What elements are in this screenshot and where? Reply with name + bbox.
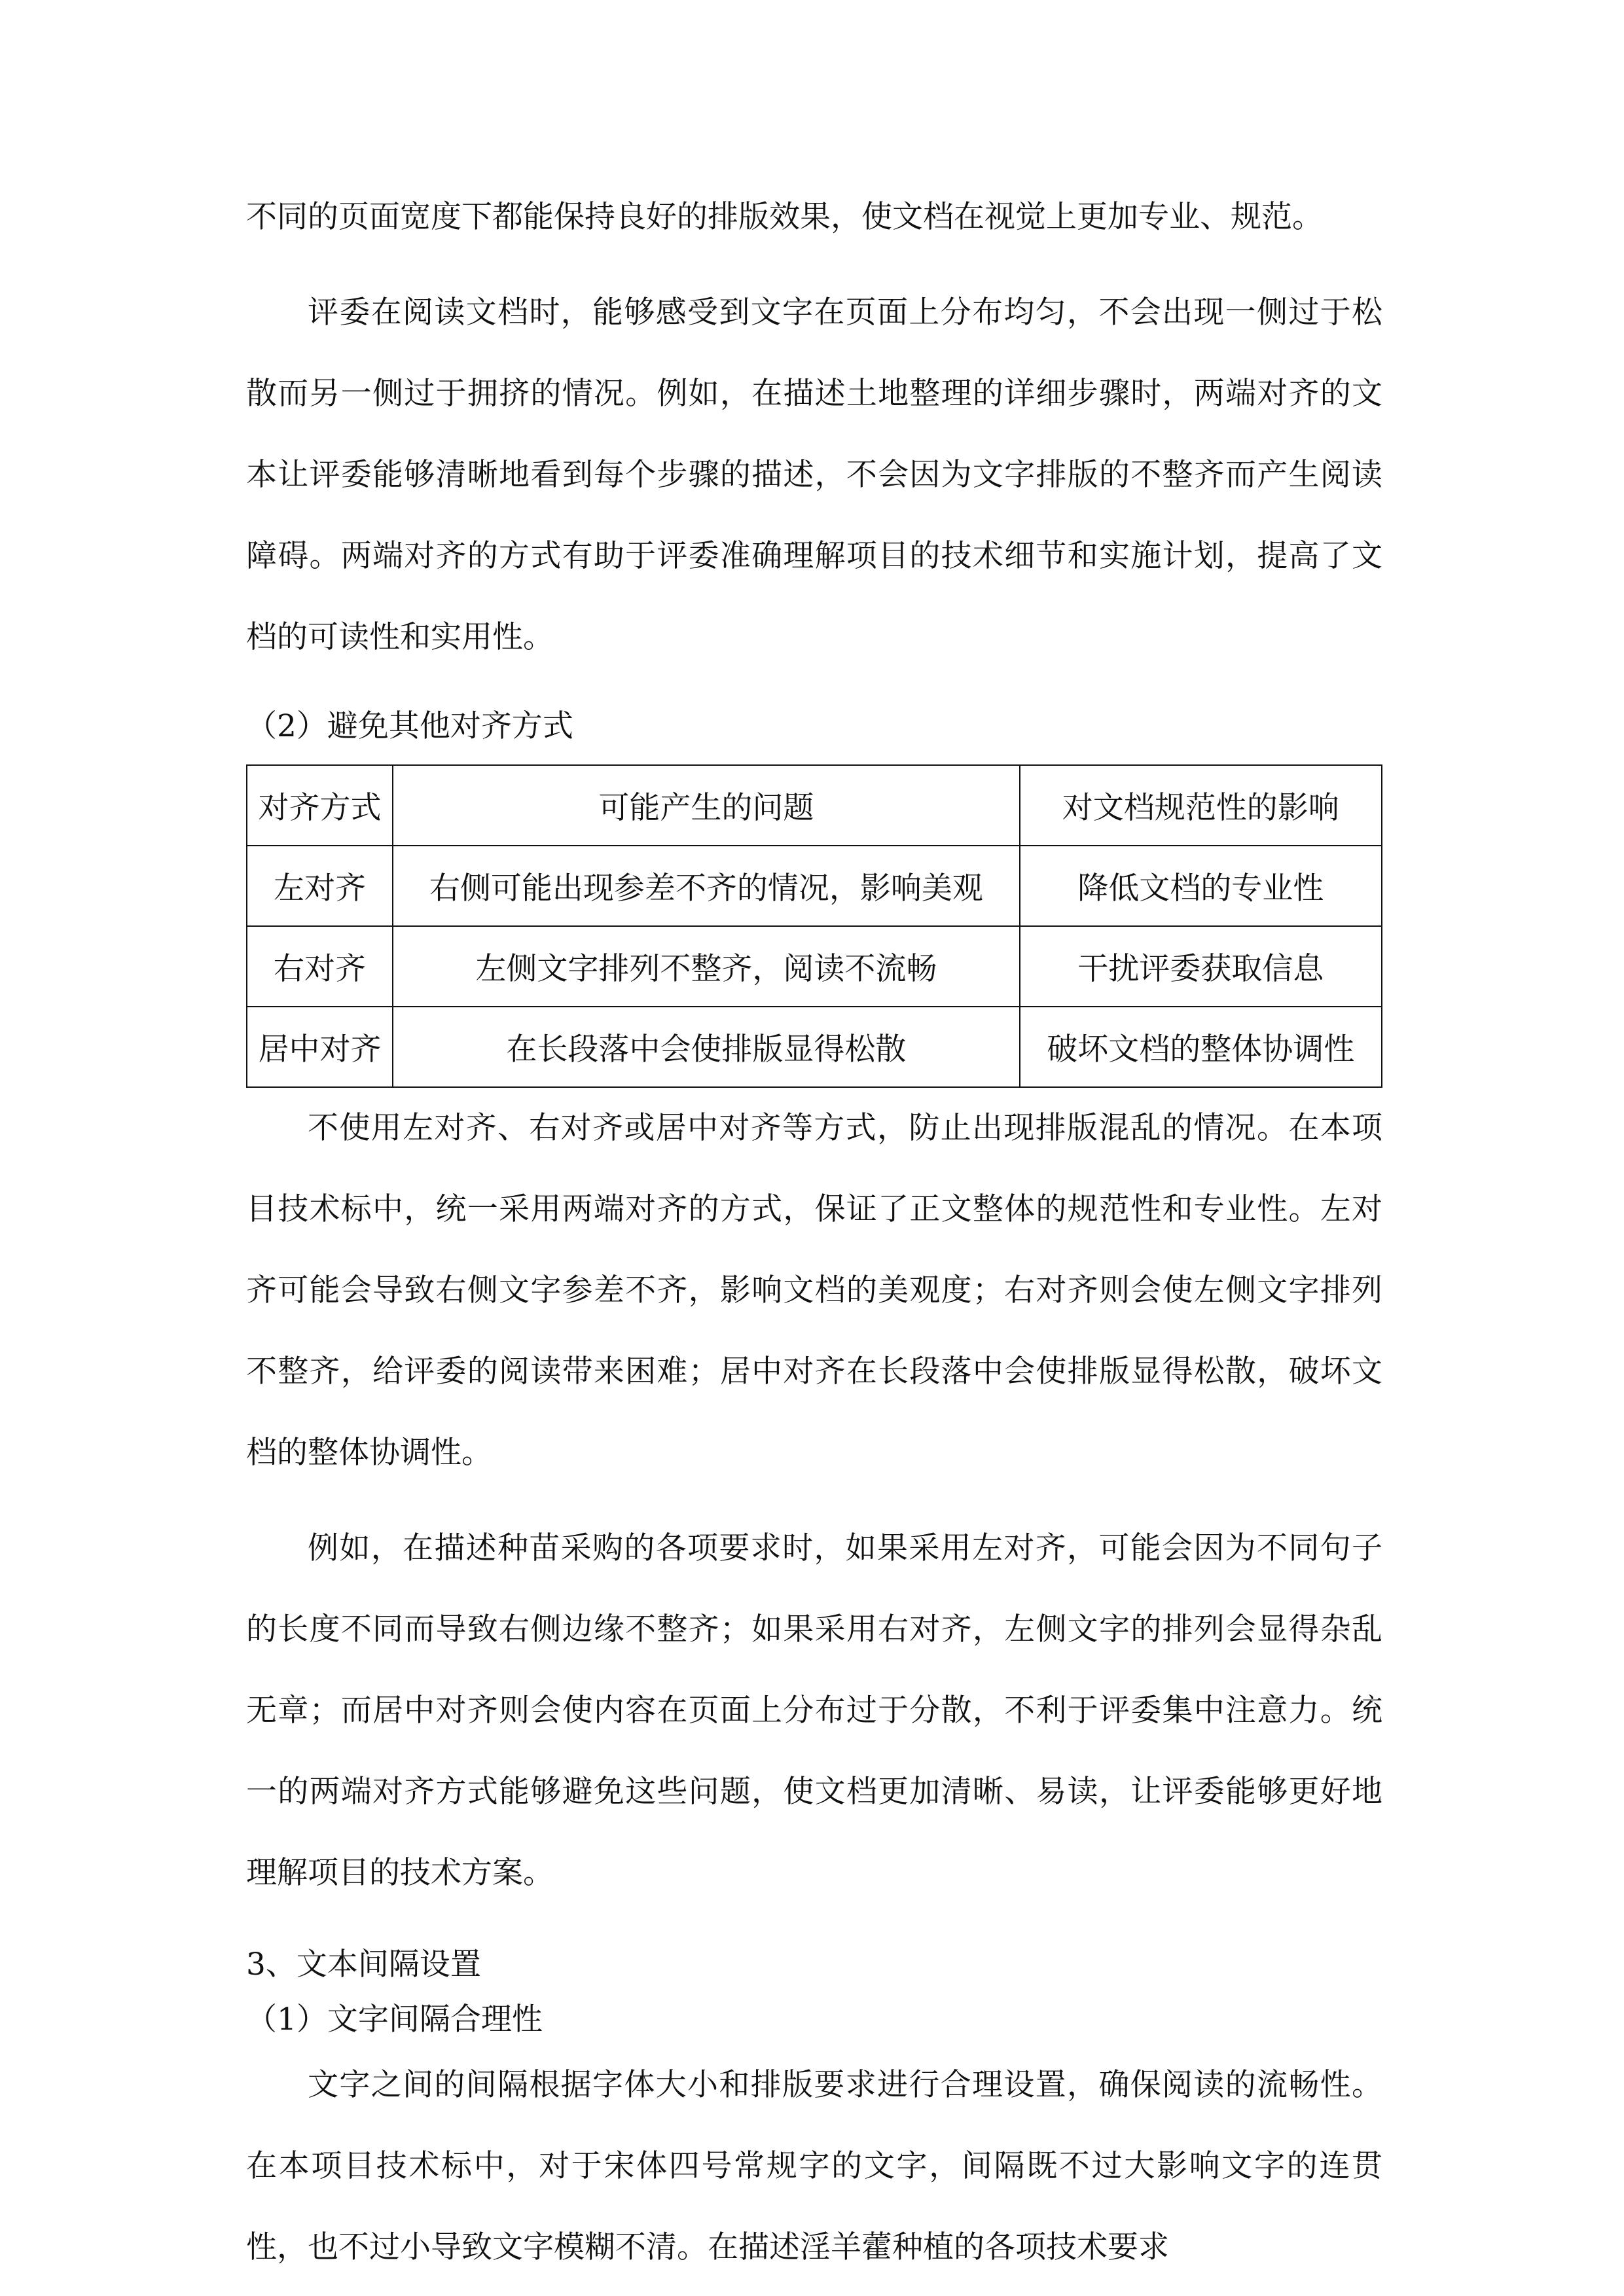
- paragraph-justify-benefits: 评委在阅读文档时，能够感受到文字在页面上分布均匀，不会出现一侧过于松散而另一侧过于拥挤的情况。例如，在描述土地整理的详细步骤时，两端对齐的文本让评委能够清晰地看到每个步骤的描述，不会因为文字排版的不整齐而产生阅读障碍。两端对齐的方式有助于评委准确理解项目的技术细节和实施计划，提高了文档的可读性和实用性。: [246, 295, 1382, 655]
- table-cell: 左对齐: [247, 846, 393, 926]
- table-cell: 左侧文字排列不整齐，阅读不流畅: [393, 926, 1020, 1007]
- paragraph-avoid-alignments: 不使用左对齐、右对齐或居中对齐等方式，防止出现排版混乱的情况。在本项目技术标中，统一采用两端对齐的方式，保证了正文整体的规范性和专业性。左对齐可能会导致右侧文字参差不齐，影响文档的美观度；右对齐则会使左侧文字排列不整齐，给评委的阅读带来困难；居中对齐在长段落中会使排版显得松散，破坏文档的整体协调性。: [246, 1110, 1382, 1471]
- alignment-comparison-table: [246, 764, 1382, 1088]
- table-header-cell: 对文档规范性的影响: [1020, 765, 1382, 846]
- paragraph-seedling-example: 例如，在描述种苗采购的各项要求时，如果采用左对齐，可能会因为不同句子的长度不同而导致右侧边缘不整齐；如果采用右对齐，左侧文字的排列会显得杂乱无章；而居中对齐则会使内容在页面上分布过于分散，不利于评委集中注意力。统一的两端对齐方式能够避免这些问题，使文档更加清晰、易读，让评委能够更好地理解项目的技术方案。: [246, 1530, 1382, 1891]
- section-heading-text-spacing: 3、文本间隔设置: [246, 1946, 481, 1982]
- table-cell: 右侧可能出现参差不齐的情况，影响美观: [393, 846, 1020, 926]
- table-header-cell: 对齐方式: [247, 765, 393, 846]
- section-heading-avoid-other-alignments: （2）避免其他对齐方式: [246, 708, 573, 744]
- table-header-row: [247, 765, 1382, 846]
- table-row: [247, 846, 1382, 926]
- table-cell: 降低文档的专业性: [1020, 846, 1382, 926]
- table-row: [247, 926, 1382, 1007]
- table-cell: 破坏文档的整体协调性: [1020, 1007, 1382, 1087]
- table-header-cell: 可能产生的问题: [393, 765, 1020, 846]
- table-cell: 在长段落中会使排版显得松散: [393, 1007, 1020, 1087]
- table-row: [247, 1007, 1382, 1087]
- table-cell: 居中对齐: [247, 1007, 393, 1087]
- table-cell: 右对齐: [247, 926, 393, 1007]
- paragraph-character-spacing: 文字之间的间隔根据字体大小和排版要求进行合理设置，确保阅读的流畅性。在本项目技术标中，对于宋体四号常规字的文字，间隔既不过大影响文字的连贯性，也不过小导致文字模糊不清。在描述淫羊藿种植的各项技术要求: [246, 2067, 1382, 2265]
- table-cell: 干扰评委获取信息: [1020, 926, 1382, 1007]
- paragraph-page-continuation: 不同的页面宽度下都能保持良好的排版效果，使文档在视觉上更加专业、规范。: [246, 199, 1323, 235]
- document-page: [246, 177, 1382, 2288]
- subsection-heading-spacing-rationality: （1）文字间隔合理性: [246, 2001, 543, 2037]
